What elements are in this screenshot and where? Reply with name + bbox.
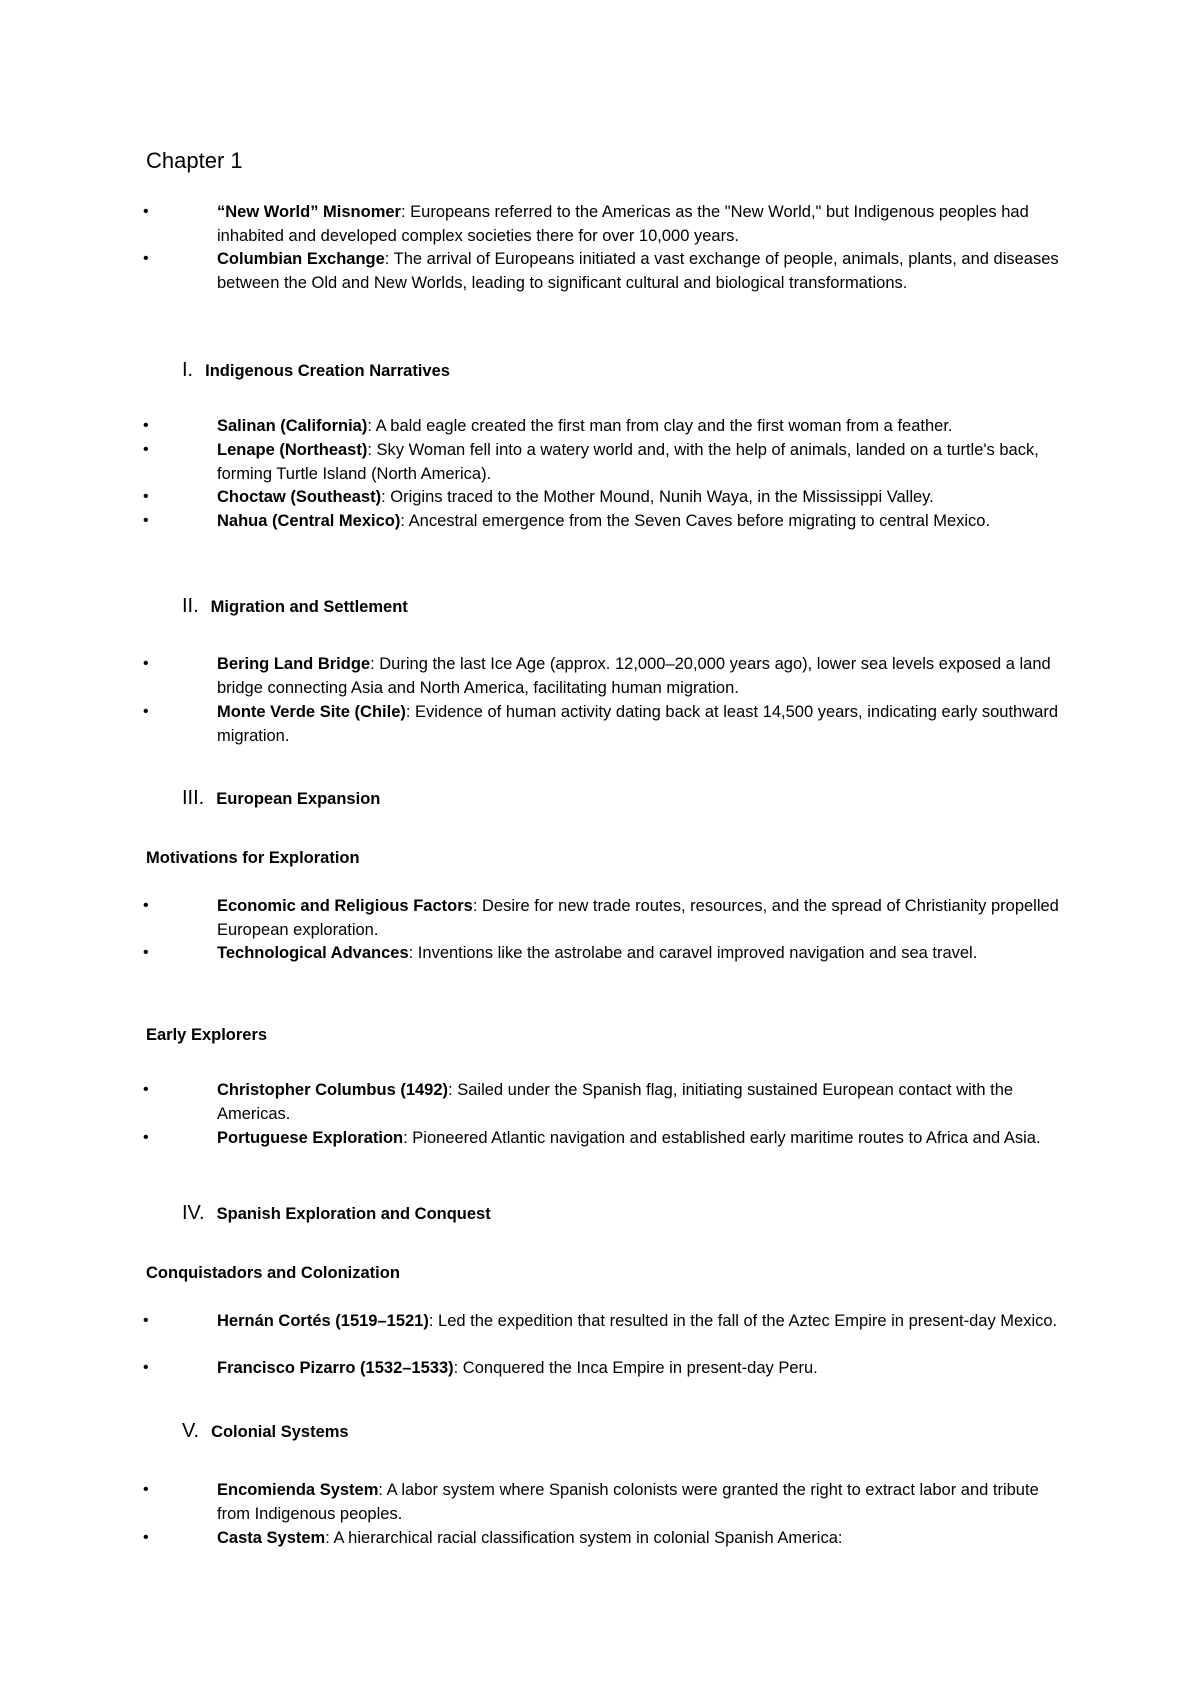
subsection-heading: Conquistadors and Colonization	[146, 1264, 400, 1282]
bullet-glyph: •	[143, 441, 149, 458]
section-heading	[182, 594, 408, 619]
item-description: : Sky Woman fell into a watery world and, with the help of animals, landed on a turtle's back, forming Turtle Island (North America).	[217, 441, 1039, 483]
item-term: Economic and Religious Factors	[217, 897, 473, 915]
item-term: Francisco Pizarro (1532–1533)	[217, 1359, 454, 1377]
list-item-text	[217, 485, 1067, 509]
subsection-heading: Early Explorers	[146, 1026, 268, 1044]
list-item-text	[217, 509, 1067, 533]
list-item-text	[217, 700, 1067, 748]
list-item-text	[217, 894, 1067, 942]
item-description: : During the last Ice Age (approx. 12,000–20,000 years ago), lower sea levels exposed a land bridge connecting Asia and North America, facilitating human migration.	[217, 655, 1051, 697]
item-description: : Ancestral emergence from the Seven Caves before migrating to central Mexico.	[400, 512, 991, 530]
list-item-text	[217, 438, 1067, 486]
item-description: : A labor system where Spanish colonists were granted the right to extract labor and tribute from Indigenous peoples.	[217, 1481, 1039, 1523]
section-title: Colonial Systems	[211, 1423, 349, 1441]
item-term: Hernán Cortés (1519–1521)	[217, 1312, 429, 1330]
item-term: Portuguese Exploration	[217, 1129, 404, 1147]
bullet-glyph: •	[143, 897, 149, 914]
section-numeral: IV.	[182, 1202, 205, 1224]
item-description: : Sailed under the Spanish flag, initiating sustained European contact with the Americas.	[217, 1081, 1014, 1123]
item-term: Lenape (Northeast)	[217, 441, 368, 459]
list-item-text	[217, 414, 1067, 438]
bullet-glyph: •	[143, 1081, 149, 1098]
section-title: European Expansion	[216, 790, 381, 808]
list-item-text	[217, 1478, 1067, 1526]
item-description: : Inventions like the astrolabe and caravel improved navigation and sea travel.	[408, 944, 978, 962]
item-term: Monte Verde Site (Chile)	[217, 703, 406, 721]
list-item-text	[217, 247, 1067, 295]
item-term: Christopher Columbus (1492)	[217, 1081, 449, 1099]
item-description: : A hierarchical racial classification system in colonial Spanish America:	[325, 1529, 843, 1547]
list-item-text	[217, 1078, 1067, 1126]
item-description: : Evidence of human activity dating back at least 14,500 years, indicating early southward migration.	[217, 703, 1058, 745]
section-heading	[182, 1419, 349, 1444]
bullet-glyph: •	[143, 1359, 149, 1376]
item-term: Casta System	[217, 1529, 326, 1547]
bullet-glyph: •	[143, 250, 149, 267]
bullet-glyph: •	[143, 203, 149, 220]
item-term: Nahua (Central Mexico)	[217, 512, 401, 530]
subsection-heading: Motivations for Exploration	[146, 849, 360, 867]
list-item-text	[217, 1309, 1067, 1333]
bullet-glyph: •	[143, 1529, 149, 1546]
section-title: Migration and Settlement	[210, 598, 408, 616]
section-heading	[182, 358, 450, 383]
bullet-glyph: •	[143, 1129, 149, 1146]
item-term: Salinan (California)	[217, 417, 368, 435]
list-item-text	[217, 1356, 1067, 1380]
bullet-glyph: •	[143, 1312, 149, 1329]
section-title: Spanish Exploration and Conquest	[216, 1205, 491, 1223]
bullet-glyph: •	[143, 655, 149, 672]
item-description: : A bald eagle created the first man from clay and the first woman from a feather.	[367, 417, 953, 435]
section-heading	[182, 786, 380, 811]
section-numeral: V.	[182, 1420, 200, 1442]
item-description: : The arrival of Europeans initiated a vast exchange of people, animals, plants, and diseases between the Old and New Worlds, leading to significant cultural and biological transformations.	[217, 250, 1059, 292]
bullet-glyph: •	[143, 512, 149, 529]
item-description: : Led the expedition that resulted in the fall of the Aztec Empire in present-day Mexico.	[428, 1312, 1058, 1330]
item-term: Encomienda System	[217, 1481, 379, 1499]
section-title: Indigenous Creation Narratives	[205, 362, 450, 380]
chapter-title: Chapter 1	[146, 148, 243, 173]
section-numeral: II.	[182, 595, 199, 617]
bullet-glyph: •	[143, 703, 149, 720]
list-item-text	[217, 1526, 1067, 1550]
list-item-text	[217, 652, 1067, 700]
item-description: : Europeans referred to the Americas as the "New World," but Indigenous peoples had inhabited and developed complex societies there for over 10,000 years.	[217, 203, 1029, 245]
bullet-glyph: •	[143, 944, 149, 961]
item-term: Bering Land Bridge	[217, 655, 371, 673]
list-item-text	[217, 200, 1067, 248]
item-description: : Conquered the Inca Empire in present-day Peru.	[453, 1359, 818, 1377]
item-description: : Origins traced to the Mother Mound, Nunih Waya, in the Mississippi Valley.	[381, 488, 934, 506]
item-term: Choctaw (Southeast)	[217, 488, 382, 506]
item-term: Columbian Exchange	[217, 250, 385, 268]
item-description: : Pioneered Atlantic navigation and established early maritime routes to Africa and Asia.	[403, 1129, 1041, 1147]
list-item-text	[217, 941, 1067, 965]
item-description: : Desire for new trade routes, resources, and the spread of Christianity propelled European exploration.	[217, 897, 1059, 939]
bullet-glyph: •	[143, 417, 149, 434]
section-numeral: I.	[182, 359, 194, 381]
item-term: Technological Advances	[217, 944, 409, 962]
list-item-text	[217, 1126, 1067, 1150]
bullet-glyph: •	[143, 488, 149, 505]
section-numeral: III.	[182, 787, 205, 809]
bullet-glyph: •	[143, 1481, 149, 1498]
section-heading	[182, 1201, 491, 1226]
item-term: “New World” Misnomer	[217, 203, 401, 221]
